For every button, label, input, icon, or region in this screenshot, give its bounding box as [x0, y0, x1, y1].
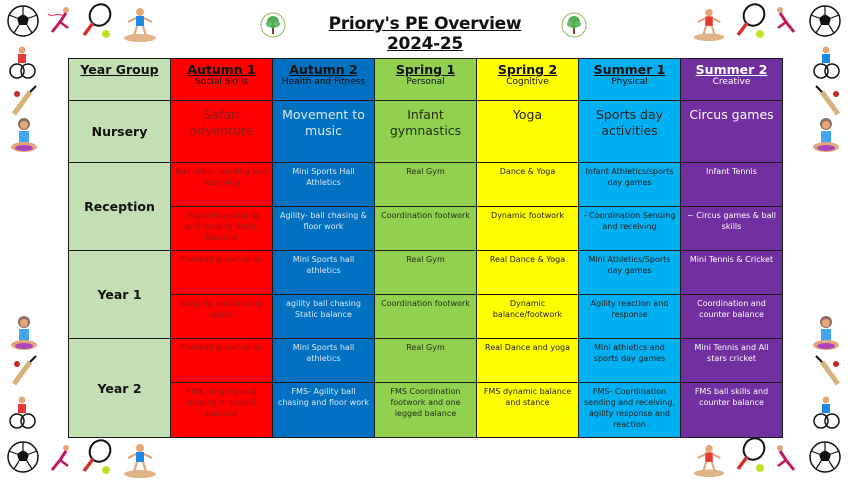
table-row [69, 163, 783, 207]
table-cell: Safari adventure [171, 101, 273, 163]
athlete-icon [122, 440, 158, 480]
cricket-bat-icon [810, 354, 844, 388]
table-cell: Real Gym [375, 339, 477, 383]
table-row [69, 101, 783, 163]
table-cell: Dynamic balance/footwork [477, 295, 579, 339]
term-header-spring1: Spring 1 Personal [375, 59, 477, 101]
table-cell: Mini Tennis and All stars cricket [681, 339, 783, 383]
pe-overview-table [68, 58, 783, 438]
gymnast-icon [46, 442, 74, 474]
gymnast-icon [46, 4, 74, 36]
table-cell: Dynamic footwork [477, 207, 579, 251]
table-cell: FMS ball skills and counter balance [681, 383, 783, 438]
table-cell: FMS-Jumping and landing + seated balance [171, 383, 273, 438]
football-icon [6, 440, 40, 474]
table-cell: Real Gym [375, 251, 477, 295]
table-cell: agility ball chasing Static balance [273, 295, 375, 339]
term-header-summer1: Summer 1 Physical [579, 59, 681, 101]
athlete-icon [692, 4, 726, 44]
table-cell: Real Dance & Yoga [477, 251, 579, 295]
table-cell: Mini Tennis & Cricket [681, 251, 783, 295]
table-cell: Sports day activities [579, 101, 681, 163]
table-cell: FMS dynamic balance and stance [477, 383, 579, 438]
table-cell: Real Gym [375, 163, 477, 207]
table-row [69, 251, 783, 295]
athlete-icon [122, 4, 158, 44]
table-cell: FMS Coordination footwork and one legged balance [375, 383, 477, 438]
gymnast-icon [772, 4, 800, 36]
yoga-icon [810, 116, 842, 156]
table-cell: Yoga [477, 101, 579, 163]
year-group-label: Year 1 [69, 251, 171, 339]
tennis-racket-icon [80, 438, 114, 478]
table-cell: ~ Circus games & ball skills [681, 207, 783, 251]
table-cell: Coordination footwork [375, 207, 477, 251]
term-header-autumn1: Autumn 1 Social Skills [171, 59, 273, 101]
football-icon [808, 440, 842, 474]
wheelchair-athlete-icon [812, 394, 840, 430]
yoga-icon [810, 314, 842, 354]
table-cell: Mini Sports hall athletics [273, 339, 375, 383]
page-title: Priory's PE Overview 2024-25 [328, 14, 522, 54]
table-cell: Ball skills- sending and receiving [171, 163, 273, 207]
table-cell: Mini Athletics/Sports day games [579, 251, 681, 295]
table-cell: - Coordination Sending and receiving [579, 207, 681, 251]
football-icon [6, 4, 40, 38]
year-group-header: Year Group [69, 59, 171, 101]
table-cell: Football & ball skills [171, 339, 273, 383]
football-icon [808, 4, 842, 38]
athlete-icon [692, 440, 726, 480]
school-logo-icon [561, 10, 587, 40]
tennis-racket-icon [734, 2, 768, 42]
term-header-autumn2: Autumn 2 Health and Fitness [273, 59, 375, 101]
wheelchair-athlete-icon [812, 44, 840, 80]
table-cell: - Exploring jumping and landing Static Balance [171, 207, 273, 251]
term-header-spring2: Spring 2 Cognitive [477, 59, 579, 101]
table-cell: Infant Tennis [681, 163, 783, 207]
table-cell: Agility- ball chasing & floor work [273, 207, 375, 251]
year-group-label: Nursery [69, 101, 171, 163]
year-group-label: Year 2 [69, 339, 171, 438]
term-header-summer2: Summer 2 Creative [681, 59, 783, 101]
table-cell: - Jumping and landing - space [171, 295, 273, 339]
table-cell: Mini Sports Hall Athletics [273, 163, 375, 207]
table-cell: Football & ball skills [171, 251, 273, 295]
table-cell: Dance & Yoga [477, 163, 579, 207]
cricket-bat-icon [8, 354, 42, 388]
table-cell: Movement to music [273, 101, 375, 163]
table-cell: Mini Sports hall athletics [273, 251, 375, 295]
header-row [69, 59, 783, 101]
cricket-bat-icon [8, 84, 42, 118]
table-cell: Infant Athletics/sports day games [579, 163, 681, 207]
yoga-icon [8, 116, 40, 156]
table-cell: FMS- Agility ball chasing and floor work [273, 383, 375, 438]
table-cell: Mini athletics and sports day games [579, 339, 681, 383]
table-row [69, 295, 783, 339]
table-cell: FMS- Coordination sending and receiving, agility response and reaction [579, 383, 681, 438]
table-row [69, 207, 783, 251]
yoga-icon [8, 314, 40, 354]
table-cell: Coordination footwork [375, 295, 477, 339]
wheelchair-athlete-icon [8, 44, 36, 80]
table-cell: Infant gymnastics [375, 101, 477, 163]
tennis-racket-icon [80, 2, 114, 42]
table-row [69, 383, 783, 438]
cricket-bat-icon [810, 84, 844, 118]
table-cell: Coordination and counter balance [681, 295, 783, 339]
table-cell: Agility reaction and response [579, 295, 681, 339]
table-cell: Circus games [681, 101, 783, 163]
table-row [69, 339, 783, 383]
tennis-racket-icon [734, 436, 768, 476]
gymnast-icon [772, 442, 800, 474]
table-cell: Real Dance and yoga [477, 339, 579, 383]
year-group-label: Reception [69, 163, 171, 251]
school-logo-icon [260, 10, 286, 40]
wheelchair-athlete-icon [8, 394, 36, 430]
